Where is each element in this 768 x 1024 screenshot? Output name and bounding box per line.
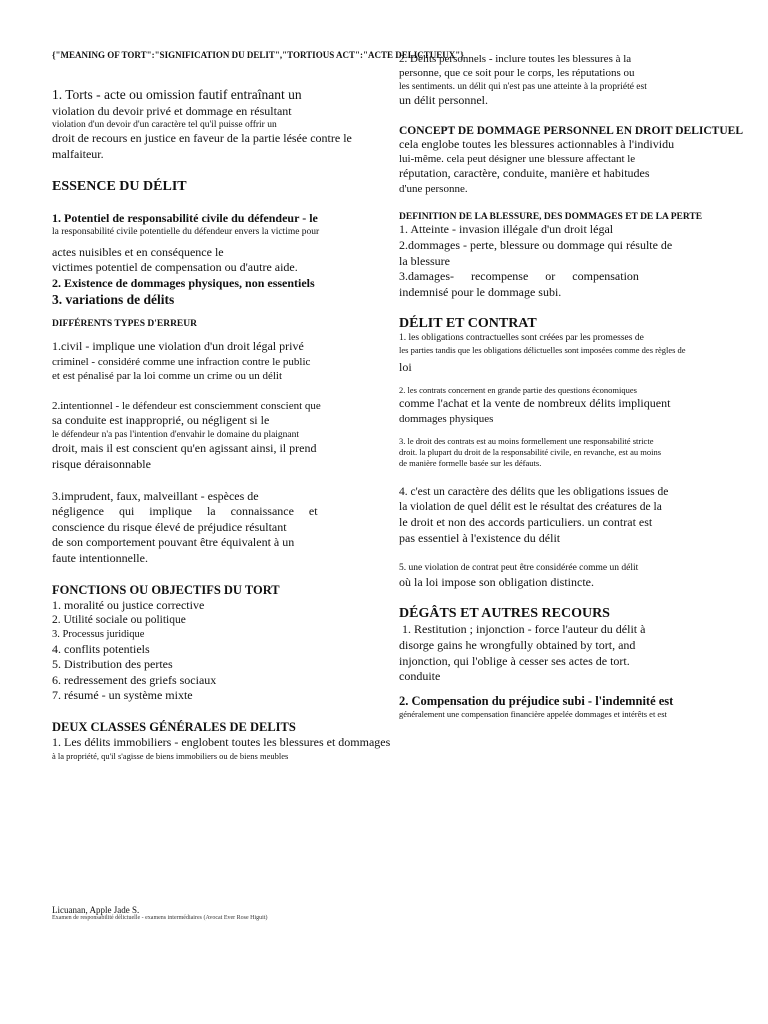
types-imp-1: 3.imprudent, faux, malveillant - espèces de [52, 488, 259, 503]
contract-p2-3: dommages physiques [399, 412, 494, 425]
contract-p3-3: de manière formelle basée sur les défauts. [399, 458, 542, 469]
classes-line-1: 1. Les délits immobiliers - englobent toutes les blessures et dommages [52, 735, 391, 750]
intro-line-3: violation d'un devoir d'un caractère tel qu'il puisse offrir un [52, 120, 277, 131]
types-intent-5: risque déraisonnable [52, 456, 151, 471]
types-intent-4: droit, mais il est conscient qu'en agissant ainsi, il prend [52, 441, 317, 456]
contract-p4-4: pas essentiel à l'existence du délit [399, 530, 561, 545]
intro-line-2: violation du devoir privé et dommage en résultant [52, 103, 292, 118]
functions-item-4: 4. conflits potentiels [52, 641, 150, 656]
types-intent-3: le défendeur n'a pas l'intention d'envahir le domaine du plaignant [52, 430, 300, 441]
concept-title: CONCEPT DE DOMMAGE PERSONNEL EN DROIT DELICTUEL [399, 124, 743, 137]
types-intent-1: 2.intentionnel - le défendeur est consciemment conscient que [52, 400, 321, 413]
contract-p2-2: comme l'achat et la vente de nombreux délits impliquent [399, 396, 671, 411]
definition-line-3: la blessure [399, 253, 450, 268]
left-column [52, 86, 391, 762]
right-intro-4: un délit personnel. [399, 92, 488, 107]
types-imp-3: conscience du risque élevé de préjudice résultant [52, 519, 287, 534]
concept-line-2: lui-même. cela peut désigner une blessure affectant le [399, 153, 636, 166]
functions-item-2: 2. Utilité sociale ou politique [52, 614, 186, 627]
essence-item-1: 1. Potentiel de responsabilité civile du défendeur - le [52, 210, 318, 225]
functions-item-3: 3. Processus juridique [52, 629, 145, 641]
footer [52, 905, 267, 921]
definition-line-4: 3.damages- recompense or compensation [399, 269, 639, 284]
essence-item-5: 2. Existence de dommages physiques, non essentiels [52, 275, 315, 290]
types-civil-3: et est pénalisé par la loi comme un crime ou un délit [52, 369, 283, 382]
concept-line-1: cela englobe toutes les blessures actionnables à l'individu [399, 136, 675, 151]
damages-comp: 2. Compensation du préjudice subi - l'indemnité est [399, 693, 674, 708]
right-intro-2: personne, que ce soit pour le corps, les réputations ou [399, 67, 635, 80]
damages-comp-sub: généralement une compensation financière appelée dommages et intérêts et est [399, 708, 667, 719]
essence-item-4: victimes potentiel de compensation ou d'autre aide. [52, 260, 298, 275]
contract-p5-2: où la loi impose son obligation distincte. [399, 574, 594, 589]
contract-p5-1: 5. une violation de contrat peut être considérée comme un délit [399, 563, 639, 574]
contract-p4-2: la violation de quel délit est le résultat des créatures de la [399, 501, 662, 514]
contract-p3-2: droit. la plupart du droit de la responsabilité civile, en revanche, est au moins [399, 447, 662, 458]
damages-line-3: injonction, qui l'oblige à cesser ses actes de tort. [399, 653, 630, 668]
essence-title: ESSENCE DU DÉLIT [52, 178, 187, 194]
types-civil-2: criminel - considéré comme une infraction contre le public [52, 355, 311, 368]
damages-line-1: 1. Restitution ; injonction - force l'auteur du délit à [402, 622, 646, 637]
footer-author: Licuanan, Apple Jade S. [52, 905, 140, 915]
footer-course: Examen de responsabilité délictuelle - examens intermédiaires (Avocat Ever Rose Higuit) [52, 915, 268, 921]
contract-p4-3: le droit et non des accords particuliers. un contrat est [399, 515, 653, 530]
definition-line-1: 1. Atteinte - invasion illégale d'un droit légal [399, 222, 614, 237]
types-imp-5: faute intentionnelle. [52, 550, 148, 565]
definition-line-5: indemnisé pour le dommage subi. [399, 284, 562, 299]
functions-item-6: 6. redressement des griefs sociaux [52, 672, 217, 687]
functions-title: FONCTIONS OU OBJECTIFS DU TORT [52, 582, 280, 597]
classes-line-2: à la propriété, qu'il s'agisse de biens immobiliers ou de biens meubles [52, 750, 289, 761]
functions-item-5: 5. Distribution des pertes [52, 657, 173, 672]
contract-p1-2: les parties tandis que les obligations délictuelles sont imposées comme des règles de [399, 344, 686, 355]
contract-p4-1: 4. c'est un caractère des délits que les obligations issues de [399, 486, 669, 499]
types-imp-2: négligence qui implique la connaissance et [52, 504, 318, 519]
concept-line-3: réputation, caractère, conduite, manière et habitudes [399, 166, 650, 181]
header-json: {"MEANING OF TORT":"SIGNIFICATION DU DELIT","TORTIOUS ACT":"ACTE DELICTUEUX"} [52, 50, 464, 60]
functions-item-7: 7. résumé - un système mixte [52, 688, 193, 703]
contract-p3-1: 3. le droit des contrats est au moins formellement une responsabilité stricte [399, 436, 654, 447]
contract-title: DÉLIT ET CONTRAT [399, 316, 537, 332]
definition-line-2: 2.dommages - perte, blessure ou dommage qui résulte de [399, 237, 673, 252]
right-column [399, 52, 742, 720]
damages-line-2: disorge gains he wrongfully obtained by tort, and [399, 637, 636, 652]
types-title: DIFFÉRENTS TYPES D'ERREUR [52, 318, 197, 329]
damages-line-4: conduite [399, 669, 441, 684]
intro-line-1: 1. Torts - acte ou omission fautif entraînant un [52, 87, 302, 102]
contract-p1-3: loi [399, 359, 412, 374]
contract-p2-1: 2. les contrats concernent en grande partie des questions économiques [399, 385, 637, 396]
types-civil-1: 1.civil - implique une violation d'un droit légal privé [52, 338, 304, 353]
functions-item-1: 1. moralité ou justice corrective [52, 597, 205, 612]
contract-p1-1: 1. les obligations contractuelles sont créées par les promesses de [399, 333, 644, 344]
types-imp-4: de son comportement pouvant être équivalent à un [52, 535, 295, 550]
classes-title: DEUX CLASSES GÉNÉRALES DE DELITS [52, 720, 296, 735]
essence-item-6: 3. variations de délits [52, 292, 175, 308]
right-intro-1: 2. Délits personnels - inclure toutes les blessures à la [399, 53, 632, 65]
essence-item-3: actes nuisibles et en conséquence le [52, 244, 224, 259]
intro-line-4: droit de recours en justice en faveur de la partie lésée contre le malfaiteur. [52, 131, 352, 162]
concept-line-4: d'une personne. [399, 183, 468, 196]
definition-title: DEFINITION DE LA BLESSURE, DES DOMMAGES ET DE LA PERTE [399, 212, 703, 223]
types-intent-2: sa conduite est inapproprié, ou négligent si le [52, 413, 270, 428]
damages-title: DÉGÂTS ET AUTRES RECOURS [399, 606, 610, 622]
right-intro-3: les sentiments. un délit qui n'est pas une atteinte à la propriété est [399, 81, 647, 92]
essence-item-2: la responsabilité civile potentielle du défendeur envers la victime pour [52, 227, 320, 238]
